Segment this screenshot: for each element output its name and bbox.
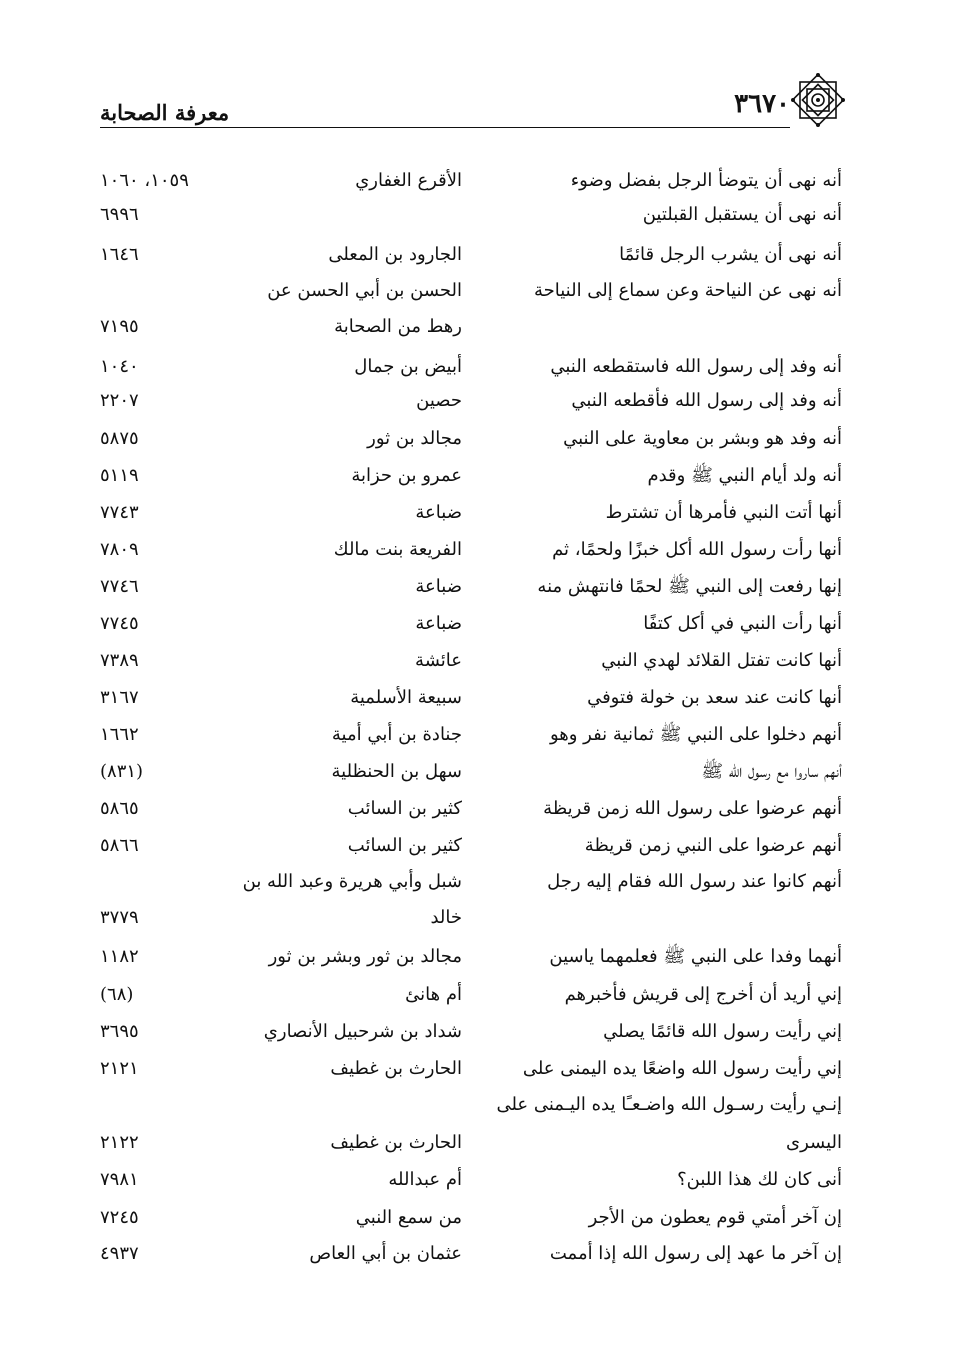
hadith-text: أنه نهى أن يشرب الرجل قائمًا — [619, 244, 842, 265]
narrator-name: رهط من الصحابة — [334, 316, 462, 337]
hadith-text: أنه وفد إلى رسول الله فأقطعه النبي — [571, 390, 842, 411]
narrator-name: الفريعة بنت مالك — [333, 539, 462, 560]
narrator-name — [232, 198, 462, 232]
hadith-text: أنه نهى عن النياحة وعن سماع إلى النياحة — [533, 280, 842, 301]
narrator-name: الحارث بن غطيف — [330, 1058, 462, 1079]
narrator-name: مجالد بن ثور وبشر بن ثور — [268, 946, 462, 967]
narrator-name: مجالد بن ثور — [367, 428, 462, 449]
hadith-text: أنهم دخلوا على النبي ﷺ ثمانية نفر وهو — [549, 724, 842, 745]
hadith-number — [100, 1088, 230, 1122]
hadith-number: ٥٨٧٥ — [100, 428, 139, 449]
narrator-name: الأقرع الغفاري — [355, 170, 462, 191]
hadith-number: (٨٣١) — [100, 761, 144, 782]
hadith-number: ٤٩٣٧ — [100, 1243, 139, 1264]
hadith-number: ١١٨٢ — [100, 946, 139, 967]
hadith-number: ٢١٢٢ — [100, 1132, 139, 1153]
hadith-text: أنها كانت عند سعد بن خولة فتوفي — [587, 687, 842, 708]
narrator-name: أم عبدالله — [388, 1169, 462, 1190]
hadith-text: أنه نهى أن يستقبل القبلتين — [642, 204, 842, 225]
narrator-name: عائشة — [415, 650, 462, 671]
narrator-name: كثير بن السائب — [347, 835, 462, 856]
hadith-number: ٧٧٤٥ — [100, 613, 139, 634]
hadith-text: أنه وفد هو وبشر بن معاوية على النبي — [563, 428, 842, 449]
narrator-name: شداد بن شرحبيل الأنصاري — [263, 1021, 462, 1042]
narrator-name: عثمان بن أبي العاص — [309, 1243, 462, 1264]
hadith-number: ٧٩٨١ — [100, 1169, 139, 1190]
hadith-number: ١٠٥٩، ١٠٦٠ — [100, 170, 189, 191]
hadith-text: إن آخر ما عهد إلى رسول الله إذا أممت — [549, 1243, 842, 1264]
narrator-name: ضباعة — [415, 502, 462, 523]
hadith-text: إنها رفعت إلى النبي ﷺ لحمًا فانتهش منه — [537, 576, 842, 597]
narrator-name: ضباعة — [415, 613, 462, 634]
hadith-number: ٧٨٠٩ — [100, 539, 139, 560]
hadith-number: ٧٧٤٦ — [100, 576, 139, 597]
hadith-number: ٦٩٩٦ — [100, 204, 139, 225]
hadith-text: أنها رأت رسول الله أكل خبزًا ولحمًا، ثم — [552, 539, 842, 560]
narrator-name: خالد — [430, 907, 462, 928]
hadith-number: ٥٨٦٦ — [100, 835, 139, 856]
hadith-number — [100, 865, 230, 899]
hadith-number: ٣٧٧٩ — [100, 907, 139, 928]
narrator-name: أبيض بن جمال — [354, 356, 462, 377]
hadith-number: ١٦٤٦ — [100, 244, 139, 265]
hadith-number: ٣٦٩٥ — [100, 1021, 139, 1042]
narrator-name — [232, 1088, 462, 1122]
hadith-text: أنها كانت تفتل القلائد لهدي النبي — [601, 650, 842, 671]
narrator-name: جنادة بن أبي أمية — [331, 724, 462, 745]
narrator-name: حصين — [416, 390, 462, 411]
hadith-text: أنهم كانوا عند رسول الله فقام إليه رجل — [547, 871, 842, 892]
narrator-name: الحسن بن أبي الحسن عن — [267, 280, 462, 301]
hadith-text: أنهم عرضوا على النبي زمن قريظة — [584, 835, 842, 856]
narrator-name: من سمع النبي — [355, 1207, 462, 1228]
hadith-text: إني رأيت رسول الله قائمًا يصلي — [603, 1021, 842, 1042]
hadith-number: ٧٢٤٥ — [100, 1207, 139, 1228]
hadith-text: أنهما وفدا على النبي ﷺ فعلمهما ياسين — [549, 946, 842, 967]
hadith-number: ٧١٩٥ — [100, 316, 139, 337]
narrator-name: ضباعة — [415, 576, 462, 597]
hadith-number: ٢١٢١ — [100, 1058, 139, 1079]
hadith-text — [470, 310, 842, 344]
book-title: معرفة الصحابة — [100, 100, 230, 125]
page-number: ٣٦٧٠ — [734, 89, 790, 119]
narrator-name: الحارث بن غطيف — [330, 1132, 462, 1153]
hadith-number — [100, 274, 230, 308]
hadith-text: اليسرى — [786, 1132, 842, 1153]
hadith-text: أنها أتت النبي فأمرها أن تشترط — [605, 502, 842, 523]
narrator-name: كثير بن السائب — [347, 798, 462, 819]
hadith-text: إن آخر أمتي قوم يعطون من الأجر — [588, 1207, 842, 1228]
hadith-text: أنه وفد إلى رسول الله فاستقطعه النبي — [550, 356, 842, 377]
narrator-name: سهل بن الحنظلية — [331, 761, 462, 782]
hadith-text: أنهم عرضوا على رسول الله زمن قريظة — [543, 798, 842, 819]
hadith-number: ٥١١٩ — [100, 465, 139, 486]
hadith-text: أنها رأت النبي في أكل كتفًا — [643, 613, 842, 634]
hadith-text: أنه ولد أيام النبي ﷺ وقدم — [647, 465, 842, 486]
hadith-text: إنـي رأيت رسـول الله واضـعـًا يده اليـمنى على — [496, 1094, 842, 1115]
hadith-text: أنى كان لك هذا اللبن؟ — [677, 1169, 842, 1190]
hadith-number: (٦٨) — [100, 984, 134, 1005]
hadith-text: أنهم ساروا مع رسول الله ﷺ — [701, 761, 842, 782]
hadith-number: ٥٨٦٥ — [100, 798, 139, 819]
hadith-text: إني رأيت رسول الله واضعًا يده اليمنى على — [522, 1058, 842, 1079]
hadith-text: إني أريد أن أخرج إلى قريش فأخبرهم — [564, 984, 842, 1005]
hadith-number: ٢٢٠٧ — [100, 390, 139, 411]
narrator-name: سبيعة الأسلمية — [350, 687, 462, 708]
narrator-name: أم هانئ — [405, 984, 462, 1005]
narrator-name: شبل وأبي هريرة وعبد الله بن — [242, 871, 462, 892]
narrator-name: عمرو بن حزابة — [351, 465, 462, 486]
hadith-number: ٧٣٨٩ — [100, 650, 139, 671]
hadith-text: أنه نهى أن يتوضأ الرجل بفضل وضوء — [570, 170, 842, 191]
hadith-number: ١٠٤٠ — [100, 356, 139, 377]
hadith-number: ١٦٦٢ — [100, 724, 139, 745]
hadith-text — [470, 901, 842, 935]
narrator-name: الجارود بن المعلى — [328, 244, 462, 265]
hadith-number: ٧٧٤٣ — [100, 502, 139, 523]
hadith-number: ٣١٦٧ — [100, 687, 139, 708]
